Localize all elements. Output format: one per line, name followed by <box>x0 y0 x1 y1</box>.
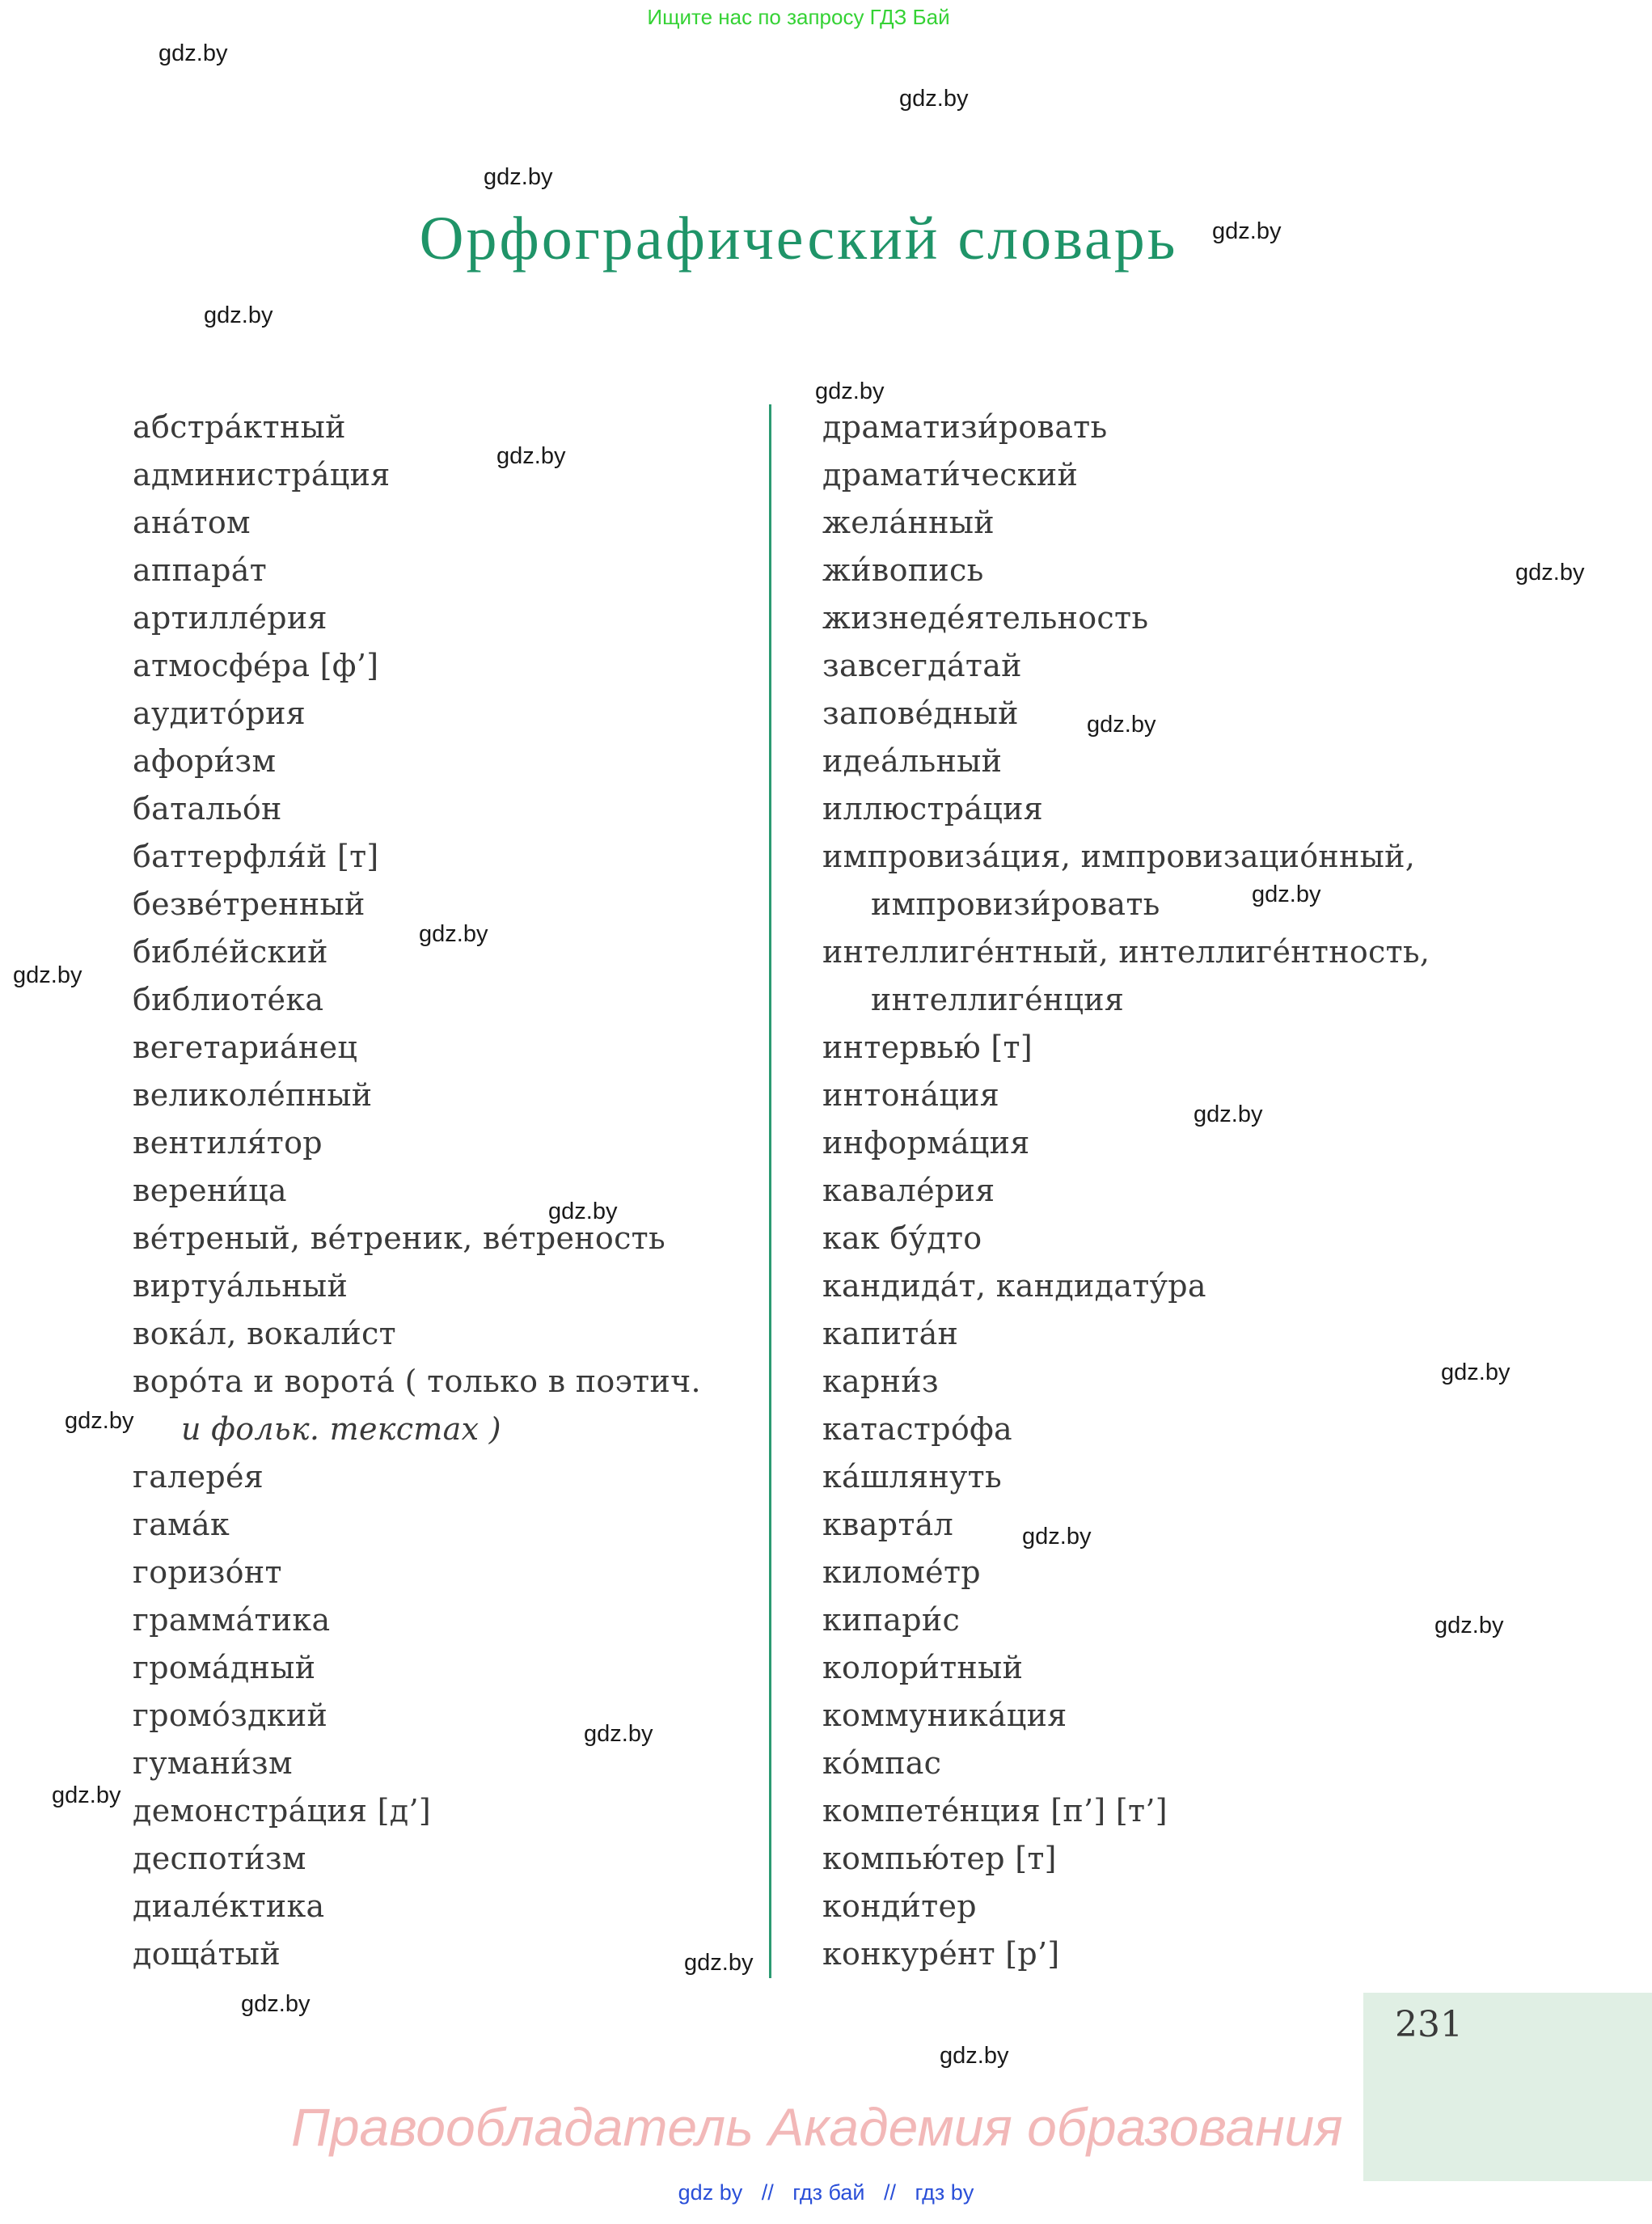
footer-link[interactable]: гдз by <box>915 2180 974 2205</box>
dictionary-entry: деспоти́зм <box>133 1841 306 1876</box>
rights-notice: Правообладатель Академия образования <box>291 2097 1343 2157</box>
dictionary-entry: катастро́фа <box>822 1411 1012 1447</box>
dictionary-entry: доща́тый <box>133 1936 281 1972</box>
dictionary-entry: демонстра́ция [д’] <box>133 1793 431 1829</box>
watermark: gdz.by <box>1087 712 1156 738</box>
dictionary-entry: грома́дный <box>133 1650 316 1685</box>
dictionary-entry: ве́треный, ве́треник, ве́треность <box>133 1220 665 1256</box>
dictionary-entry: абстра́ктный <box>133 409 346 445</box>
dictionary-entry: карни́з <box>822 1364 939 1399</box>
dictionary-entry: баттерфля́й [т] <box>133 839 379 874</box>
dictionary-entry: жи́вопись <box>822 552 984 588</box>
dictionary-entry: библиоте́ка <box>133 982 324 1017</box>
watermark: gdz.by <box>496 443 566 469</box>
dictionary-entry: драматизи́ровать <box>822 409 1108 445</box>
dictionary-entry: компете́нция [п’] [т’] <box>822 1793 1168 1829</box>
dictionary-entry: верени́ца <box>133 1173 287 1208</box>
dictionary-entry: компью́тер [т] <box>822 1841 1057 1876</box>
dictionary-entry: гама́к <box>133 1507 230 1542</box>
page-number: 231 <box>1395 2004 1463 2045</box>
watermark: gdz.by <box>1194 1101 1263 1127</box>
watermark: gdz.by <box>65 1408 134 1434</box>
watermark: gdz.by <box>241 1991 311 2017</box>
dictionary-entry: безве́тренный <box>133 886 365 922</box>
dictionary-entry: вока́л, вокали́ст <box>133 1316 396 1351</box>
dictionary-entry: кипари́с <box>822 1602 961 1638</box>
dictionary-entry: как бу́дто <box>822 1220 982 1256</box>
watermark: gdz.by <box>484 164 553 190</box>
dictionary-entry: интона́ция <box>822 1077 999 1113</box>
dictionary-entry: иллюстра́ция <box>822 791 1044 827</box>
dictionary-entry: конкуре́нт [р’] <box>822 1936 1060 1972</box>
dictionary-entry: колори́тный <box>822 1650 1024 1685</box>
dictionary-entry: киломе́тр <box>822 1554 981 1590</box>
dictionary-entry: вентиля́тор <box>133 1125 323 1161</box>
watermark: gdz.by <box>13 962 82 988</box>
dictionary-entry: аудито́рия <box>133 696 306 731</box>
watermark: gdz.by <box>684 1950 754 1976</box>
dictionary-entry: администра́ция <box>133 457 391 493</box>
footer-separator: // <box>761 2180 774 2205</box>
watermark: gdz.by <box>52 1782 121 1808</box>
dictionary-entry-continuation: интеллиге́нция <box>871 982 1125 1017</box>
dictionary-entry: коммуника́ция <box>822 1698 1067 1733</box>
dictionary-entry: жела́нный <box>822 505 995 540</box>
dictionary-entry: конди́тер <box>822 1888 977 1924</box>
dictionary-entry: виртуа́льный <box>133 1268 349 1304</box>
top-banner: Ищите нас по запросу ГДЗ Бай <box>647 5 950 29</box>
watermark: gdz.by <box>899 86 969 112</box>
dictionary-entry: ка́шлянуть <box>822 1459 1002 1495</box>
dictionary-entry: кавале́рия <box>822 1173 995 1208</box>
watermark: gdz.by <box>158 40 228 66</box>
watermark: gdz.by <box>204 302 273 328</box>
dictionary-entry: драмати́ческий <box>822 457 1079 493</box>
watermark: gdz.by <box>548 1199 618 1224</box>
watermark: gdz.by <box>419 921 488 947</box>
watermark: gdz.by <box>1252 882 1321 907</box>
dictionary-entry: грамма́тика <box>133 1602 331 1638</box>
dictionary-entry: жизнеде́ятельность <box>822 600 1149 636</box>
watermark: gdz.by <box>940 2043 1009 2069</box>
dictionary-entry: интервью́ [т] <box>822 1030 1033 1065</box>
column-divider <box>769 404 771 1978</box>
dictionary-entry: гумани́зм <box>133 1745 293 1781</box>
dictionary-entry: великоле́пный <box>133 1077 373 1113</box>
dictionary-entry: воро́та и ворота́ ( только в поэтич. <box>133 1364 701 1399</box>
footer-separator: // <box>884 2180 897 2205</box>
dictionary-entry: завсегда́тай <box>822 648 1022 683</box>
dictionary-entry-continuation: и фольк. текстах ) <box>181 1411 501 1447</box>
watermark: gdz.by <box>1022 1524 1092 1550</box>
bottom-links <box>0 2180 1652 2205</box>
dictionary-entry: запове́дный <box>822 696 1019 731</box>
dictionary-entry: информа́ция <box>822 1125 1030 1161</box>
dictionary-entry: идеа́льный <box>822 743 1003 779</box>
dictionary-entry: громо́здкий <box>133 1698 328 1733</box>
dictionary-entry: горизо́нт <box>133 1554 282 1590</box>
watermark: gdz.by <box>1441 1359 1510 1385</box>
dictionary-entry: интеллиге́нтный, интеллиге́нтность, <box>822 934 1430 970</box>
dictionary-entry: аппара́т <box>133 552 268 588</box>
dictionary-entry: вегетариа́нец <box>133 1030 358 1065</box>
dictionary-entry: ана́том <box>133 505 251 540</box>
dictionary-entry: афори́зм <box>133 743 277 779</box>
dictionary-entry: ко́мпас <box>822 1745 942 1781</box>
footer-link[interactable]: gdz by <box>678 2180 743 2205</box>
page-title: Орфографический словарь <box>419 205 1178 273</box>
dictionary-entry: артилле́рия <box>133 600 327 636</box>
dictionary-entry: капита́н <box>822 1316 959 1351</box>
dictionary-entry: библе́йский <box>133 934 328 970</box>
watermark: gdz.by <box>1434 1613 1504 1638</box>
dictionary-entry: галере́я <box>133 1459 264 1495</box>
watermark: gdz.by <box>1212 218 1282 244</box>
dictionary-entry: атмосфе́ра [ф’] <box>133 648 379 683</box>
dictionary-entry: диале́ктика <box>133 1888 325 1924</box>
dictionary-entry: кандида́т, кандидату́ра <box>822 1268 1206 1304</box>
dictionary-entry: батальо́н <box>133 791 282 827</box>
footer-link[interactable]: гдз бай <box>792 2180 865 2205</box>
dictionary-entry: кварта́л <box>822 1507 954 1542</box>
watermark: gdz.by <box>815 378 885 404</box>
dictionary-entry: импровиза́ция, импровизацио́нный, <box>822 839 1416 874</box>
watermark: gdz.by <box>1515 560 1585 586</box>
dictionary-entry-continuation: импровизи́ровать <box>871 886 1160 922</box>
watermark: gdz.by <box>584 1721 653 1747</box>
